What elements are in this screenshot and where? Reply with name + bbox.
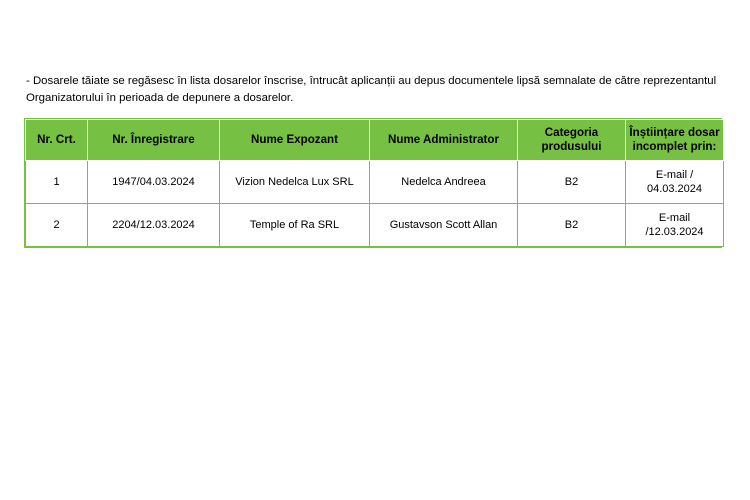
cell-instiintare: E-mail /12.03.2024 bbox=[626, 204, 724, 247]
cell-categoria-produsului: B2 bbox=[518, 204, 626, 247]
cell-categoria-produsului: B2 bbox=[518, 161, 626, 204]
cell-nume-expozant: Temple of Ra SRL bbox=[220, 204, 370, 247]
column-header-nume-expozant: Nume Expozant bbox=[220, 120, 370, 161]
column-header-nr-inregistrare: Nr. Înregistrare bbox=[88, 120, 220, 161]
cell-nr-inregistrare: 1947/04.03.2024 bbox=[88, 161, 220, 204]
cell-nr-inregistrare: 2204/12.03.2024 bbox=[88, 204, 220, 247]
cell-nume-administrator: Gustavson Scott Allan bbox=[370, 204, 518, 247]
column-header-nume-administrator: Nume Administrator bbox=[370, 120, 518, 161]
table-container bbox=[24, 118, 722, 248]
cell-nume-expozant: Vizion Nedelca Lux SRL bbox=[220, 161, 370, 204]
column-header-categoria-produsului: Categoria produsului bbox=[518, 120, 626, 161]
column-header-nr-crt: Nr. Crt. bbox=[26, 120, 88, 161]
cell-nume-administrator: Nedelca Andreea bbox=[370, 161, 518, 204]
cell-nr-crt: 2 bbox=[26, 204, 88, 247]
cell-instiintare: E-mail / 04.03.2024 bbox=[626, 161, 724, 204]
note-paragraph: - Dosarele tăiate se regăsesc în lista dosarelor înscrise, întrucât aplicanții au depus documentele lipsă semnalate de către reprezentantul Organizatorului în perioada de depunere a dosarelor. bbox=[26, 75, 717, 105]
table-header-row bbox=[26, 120, 724, 161]
exhibitors-table bbox=[25, 119, 724, 247]
table-body bbox=[26, 161, 724, 247]
cell-nr-crt: 1 bbox=[26, 161, 88, 204]
table-header bbox=[26, 120, 724, 161]
column-header-instiintare: Înștiințare dosar incomplet prin: bbox=[626, 120, 724, 161]
table-row bbox=[26, 161, 724, 204]
table-row bbox=[26, 204, 724, 247]
table-frame bbox=[24, 118, 722, 248]
